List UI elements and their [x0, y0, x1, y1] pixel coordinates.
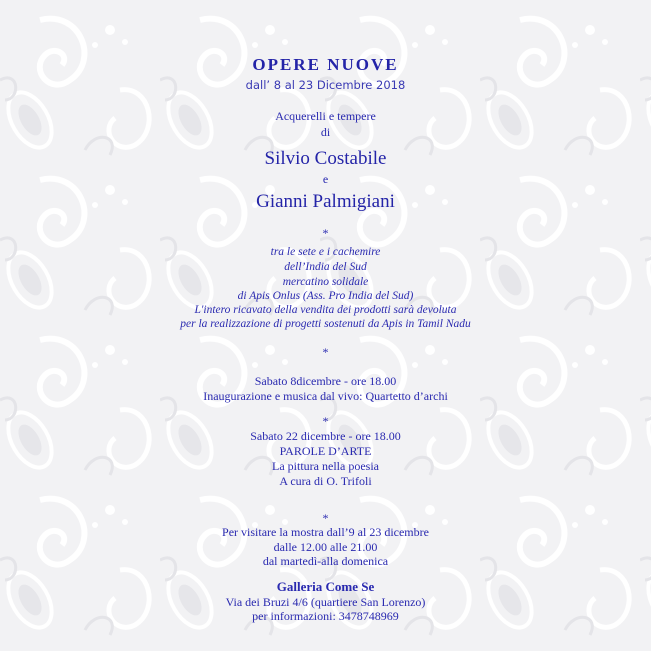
- market-line: mercatino solidale: [282, 276, 369, 288]
- intro-line: Acquerelli e tempere: [275, 109, 376, 123]
- event1-when: Sabato 8dicembre - ore 18.00: [254, 374, 397, 388]
- separator-star: *: [322, 414, 329, 428]
- market-line: per la realizzazione di progetti sostenuti da Apis in Tamil Nadu: [180, 318, 471, 330]
- artist-conjunction: e: [322, 172, 329, 186]
- market-line: L'intero ricavato della vendita dei prodotti sarà devoluta: [194, 304, 457, 316]
- exhibition-dates: dall’ 8 al 23 Dicembre 2018: [245, 78, 406, 92]
- separator-star: *: [322, 511, 329, 525]
- event2-title: PAROLE D’ARTE: [279, 444, 372, 458]
- artist-name-1: Silvio Costabile: [264, 148, 387, 169]
- visit-days: dal martedì-alla domenica: [262, 554, 389, 568]
- artist-name-2: Gianni Palmigiani: [256, 191, 395, 212]
- event2-when: Sabato 22 dicembre - ore 18.00: [250, 429, 401, 443]
- event2-curator: A cura di O. Trifoli: [279, 474, 372, 488]
- gallery-address: Via dei Bruzi 4/6 (quartiere San Lorenzo): [225, 595, 426, 609]
- market-line: di Apis Onlus (Ass. Pro India del Sud): [237, 290, 414, 302]
- visit-line: Per visitare la mostra dall’9 al 23 dicembre: [222, 525, 429, 539]
- gallery-info: per informazioni: 3478748969: [252, 609, 399, 623]
- gallery-name: Galleria Come Se: [276, 579, 375, 594]
- market-line: dell’India del Sud: [284, 261, 367, 273]
- separator-star: *: [322, 345, 329, 359]
- event1-what: Inaugurazione e musica dal vivo: Quartetto d’archi: [203, 389, 448, 403]
- intro-di: di: [320, 125, 331, 139]
- event2-what: La pittura nella poesia: [272, 459, 379, 473]
- exhibition-title: OPERE NUOVE: [252, 55, 399, 74]
- visit-hours: dalle 12.00 alle 21.00: [273, 540, 378, 554]
- market-line: tra le sete e i cachemire: [270, 246, 381, 258]
- separator-star: *: [322, 226, 329, 240]
